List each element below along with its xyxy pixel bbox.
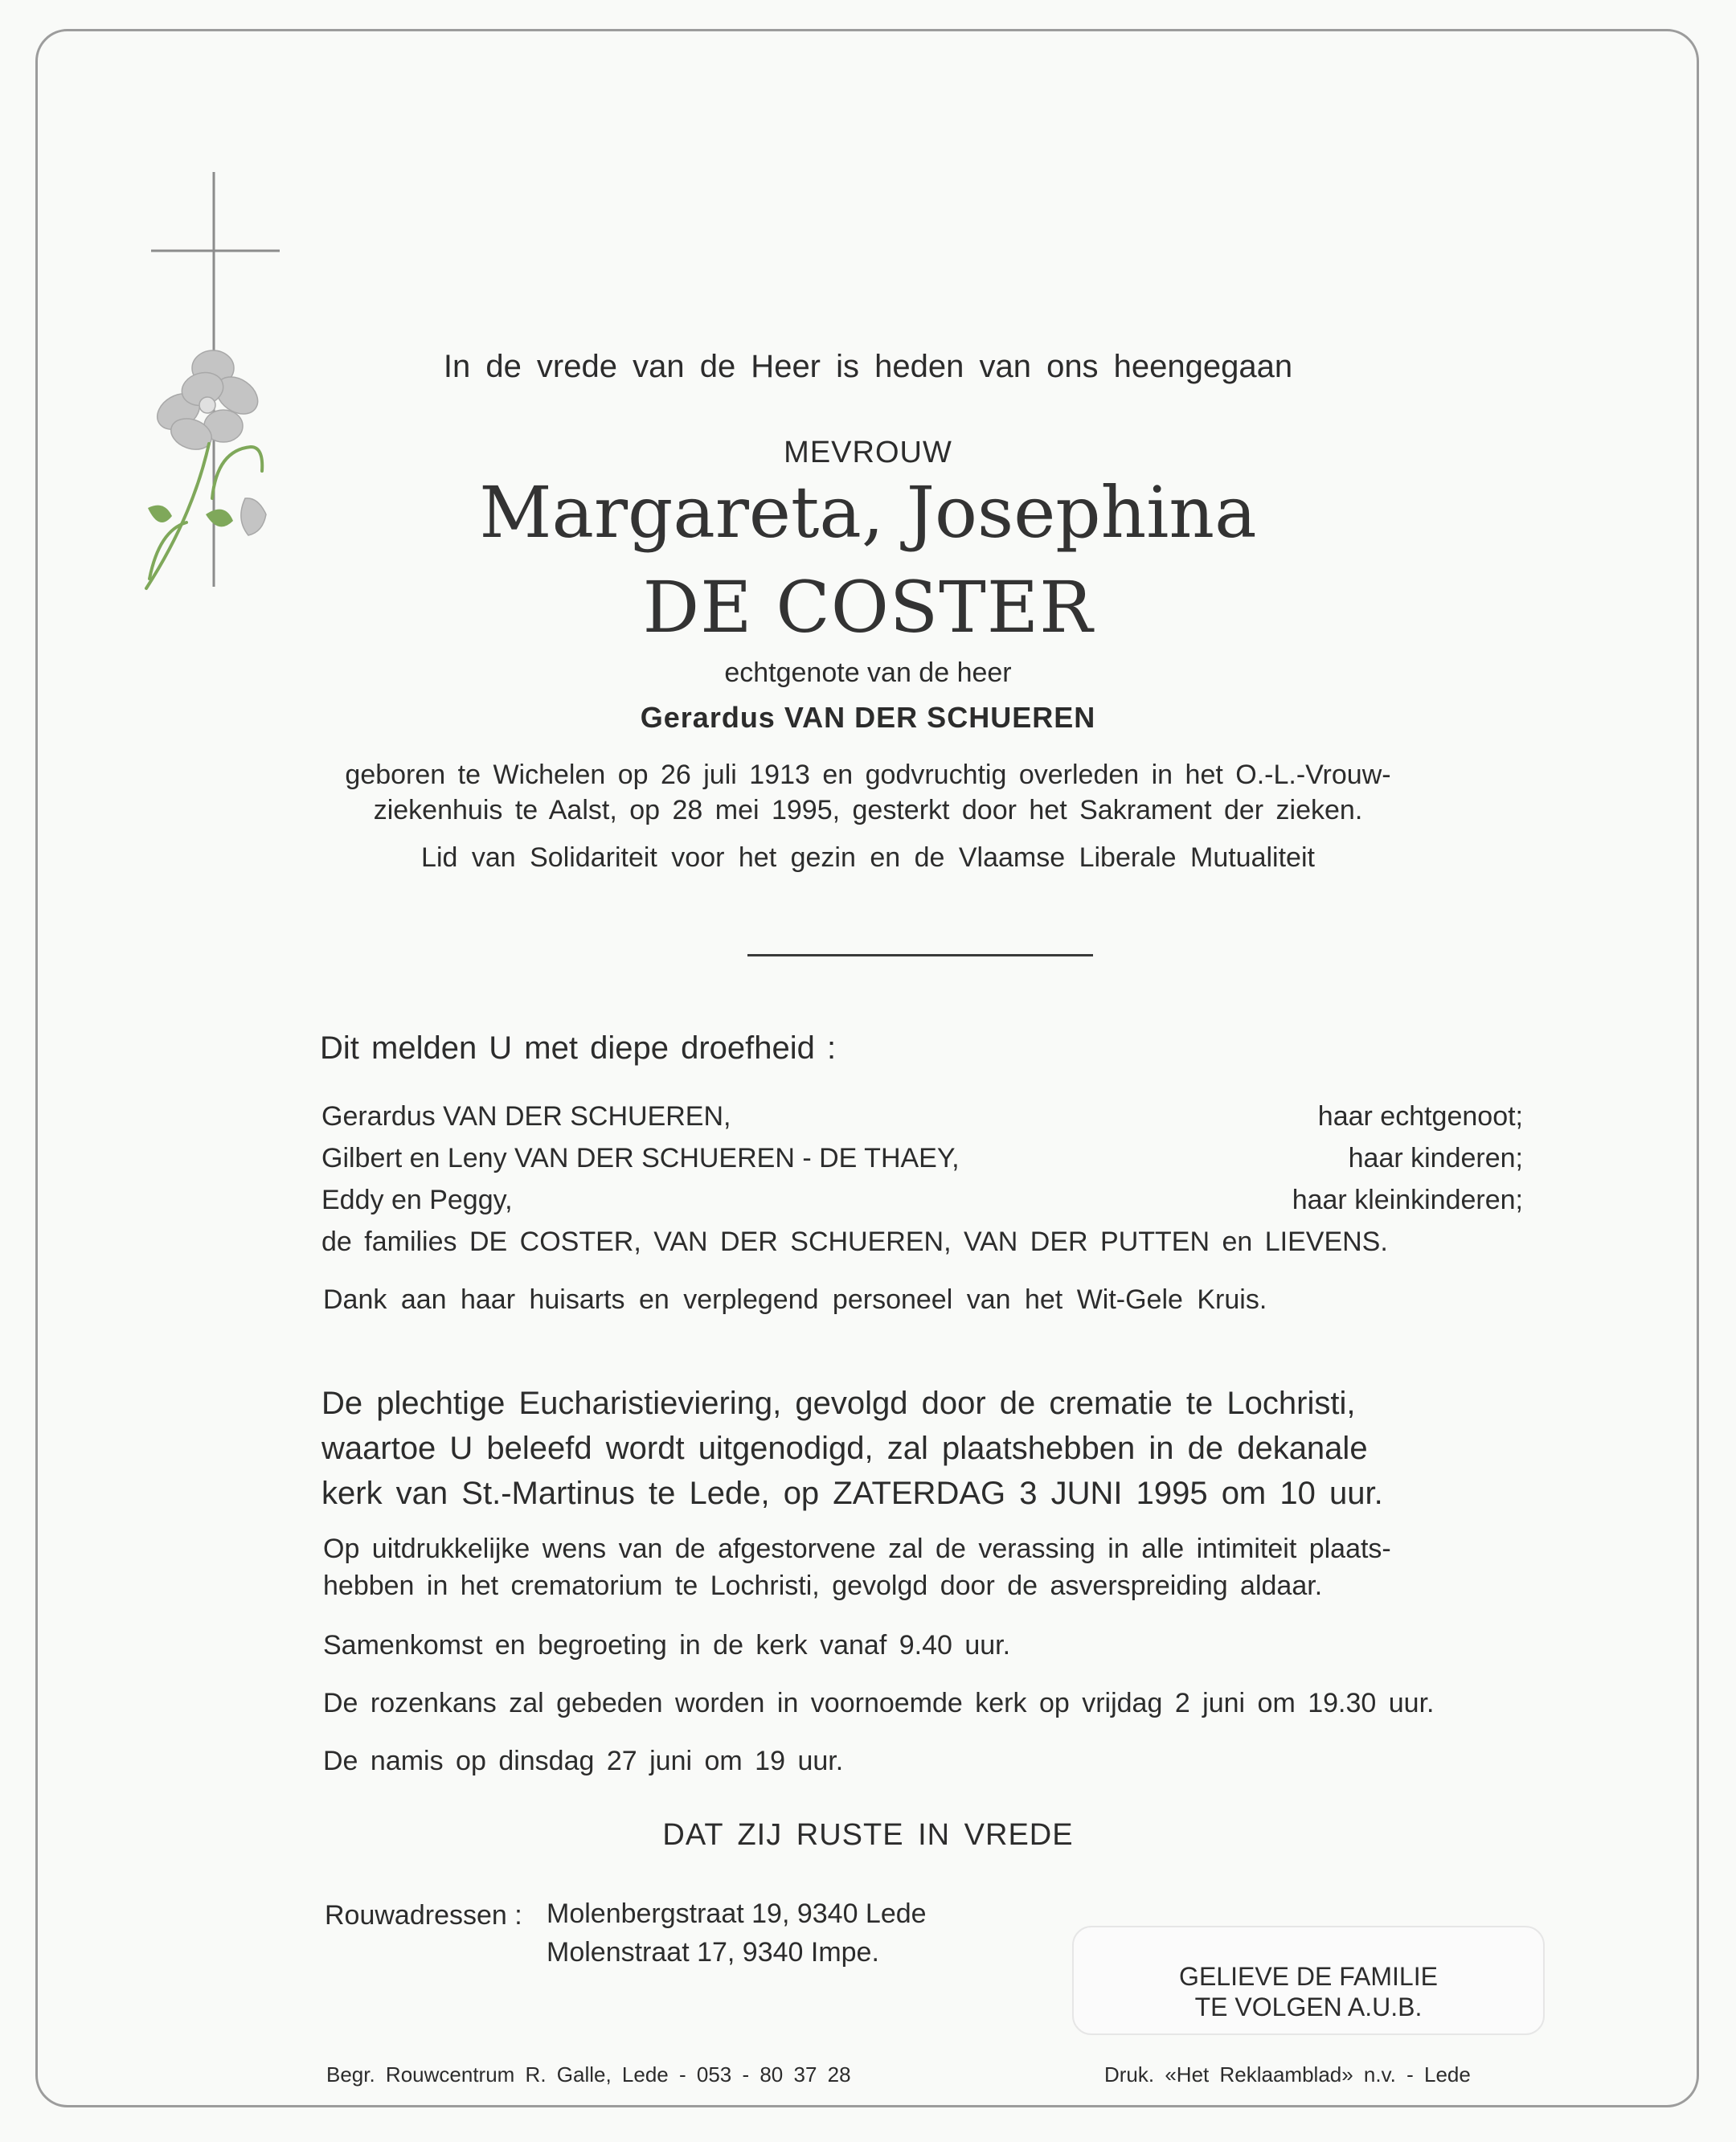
spouse-name: Gerardus VAN DER SCHUEREN [640, 701, 1096, 734]
family-relation: haar kinderen; [1348, 1143, 1523, 1173]
closing-text: DAT ZIJ RUSTE IN VREDE [662, 1818, 1074, 1852]
addresses-label: Rouwadressen : [325, 1900, 522, 1931]
rosary-text: De rozenkans zal gebeden worden in voornoemde kerk op vrijdag 2 juni om 19.30 uur. [323, 1688, 1435, 1718]
follow-family-notice [1072, 1926, 1545, 2035]
address-line: Molenbergstraat 19, 9340 Lede [547, 1898, 927, 1929]
intro-text: In de vrede van de Heer is heden van ons heengegaan [443, 349, 1293, 384]
family-names: Gerardus VAN DER SCHUEREN, [321, 1101, 731, 1132]
biography [0, 757, 1736, 828]
service-text [321, 1381, 1527, 1516]
cremation-line: Op uitdrukkelijke wens van de afgestorvene zal de verassing in alle intimiteit plaats- [323, 1534, 1391, 1564]
gathering-text: Samenkomst en begroeting in de kerk vanaf 9.40 uur. [323, 1630, 1011, 1661]
family-names: Gilbert en Leny VAN DER SCHUEREN - DE THAEY, [321, 1143, 960, 1173]
biography-line: ziekenhuis te Aalst, op 28 mei 1995, gesterkt door het Sakrament der zieken. [373, 795, 1363, 825]
cremation-text [323, 1530, 1525, 1604]
deceased-surname: DE COSTER [642, 566, 1094, 649]
memorial-mass-text: De namis op dinsdag 27 juni om 19 uur. [323, 1746, 844, 1776]
family-relation: haar kleinkinderen; [1292, 1185, 1523, 1215]
families-line: de families DE COSTER, VAN DER SCHUEREN, VAN DER PUTTEN en LIEVENS. [321, 1227, 1388, 1257]
family-row [321, 1101, 1523, 1132]
service-line: waartoe U beleefd wordt uitgenodigd, zal plaatshebben in de dekanale [321, 1431, 1368, 1466]
address-line: Molenstraat 17, 9340 Impe. [547, 1937, 879, 1968]
deceased-given-names: Margareta, Josephina [479, 471, 1257, 554]
divider [747, 954, 1093, 956]
family-names: Eddy en Peggy, [321, 1185, 513, 1215]
announcement-lead: Dit melden U met diepe droefheid : [320, 1030, 837, 1066]
notice-line: GELIEVE DE FAMILIE [1179, 1962, 1438, 1991]
family-relation: haar echtgenoot; [1317, 1101, 1523, 1132]
deceased-title: MEVROUW [784, 436, 952, 469]
membership-text: Lid van Solidariteit voor het gezin en de Vlaamse Liberale Mutualiteit [421, 842, 1315, 873]
biography-line: geboren te Wichelen op 26 juli 1913 en godvruchtig overleden in het O.-L.-Vrouw- [345, 760, 1391, 790]
service-line: kerk van St.-Martinus te Lede, op ZATERDAG 3 JUNI 1995 om 10 uur. [321, 1476, 1383, 1511]
notice-line: TE VOLGEN A.U.B. [1194, 1993, 1423, 2021]
thanks-text: Dank aan haar huisarts en verplegend personeel van het Wit-Gele Kruis. [323, 1284, 1267, 1315]
spouse-intro: echtgenote van de heer [724, 657, 1012, 688]
printer-credit: Druk. «Het Reklaamblad» n.v. - Lede [1104, 2062, 1471, 2087]
family-row [321, 1143, 1523, 1174]
undertaker-credit: Begr. Rouwcentrum R. Galle, Lede - 053 - 80 37 28 [326, 2062, 851, 2087]
family-row [321, 1185, 1523, 1216]
service-line: De plechtige Eucharistieviering, gevolgd door de crematie te Lochristi, [321, 1386, 1356, 1421]
cremation-line: hebben in het crematorium te Lochristi, gevolgd door de asverspreiding aldaar. [323, 1571, 1323, 1601]
